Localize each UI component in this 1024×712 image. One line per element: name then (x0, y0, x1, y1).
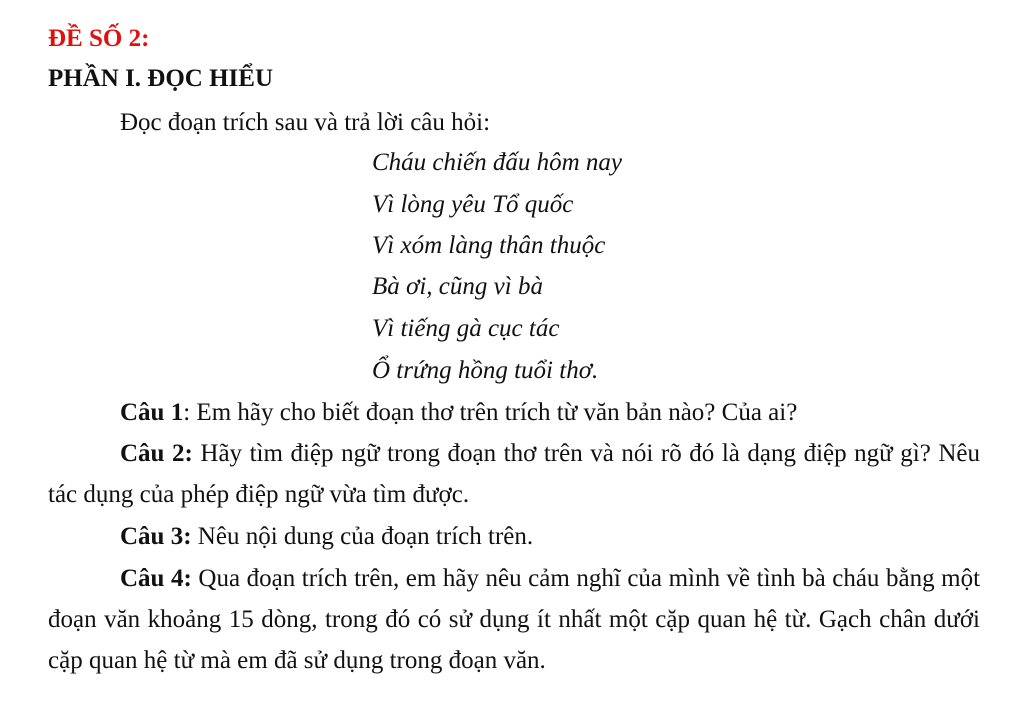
question-2 (48, 433, 980, 515)
question-text: Em hãy cho biết đoạn thơ trên trích từ văn bản nào? Của ai? (196, 399, 798, 426)
reading-instruction: Đọc đoạn trích sau và trả lời câu hỏi: (120, 109, 491, 136)
poem-line: Vì tiếng gà cục tác (372, 315, 560, 342)
question-label: Câu 3: (120, 523, 192, 550)
poem-line: Vì xóm làng thân thuộc (372, 232, 606, 259)
question-label: Câu 2: (120, 440, 193, 467)
question-text: Nêu nội dung của đoạn trích trên. (197, 523, 534, 550)
poem-line: Ổ trứng hồng tuổi thơ. (372, 357, 599, 384)
question-3 (48, 516, 980, 557)
question-text: Hãy tìm điệp ngữ trong đoạn thơ trên và nói rõ đó là dạng điệp ngữ gì? Nêu tác dụng của phép điệp ngữ vừa tìm được. (48, 440, 981, 508)
poem-line: Bà ơi, cũng vì bà (372, 273, 543, 300)
poem-line: Vì lòng yêu Tổ quốc (372, 191, 574, 218)
question-1 (48, 392, 980, 433)
question-4 (48, 558, 980, 681)
question-separator: : (183, 399, 197, 426)
section-title: PHẦN I. ĐỌC HIỂU (48, 65, 274, 92)
poem-line: Cháu chiến đấu hôm nay (372, 149, 622, 176)
question-label: Câu 1 (120, 399, 184, 426)
question-text: Qua đoạn trích trên, em hãy nêu cảm nghĩ của mình về tình bà cháu bằng một đoạn văn khoảng 15 dòng, trong đó có sử dụng ít nhất một cặp quan hệ từ. Gạch chân dưới cặp quan hệ từ mà em đã sử dụng trong đoạn văn. (48, 565, 981, 674)
question-label: Câu 4: (120, 565, 192, 592)
exam-title: ĐỀ SỐ 2: (48, 25, 150, 52)
